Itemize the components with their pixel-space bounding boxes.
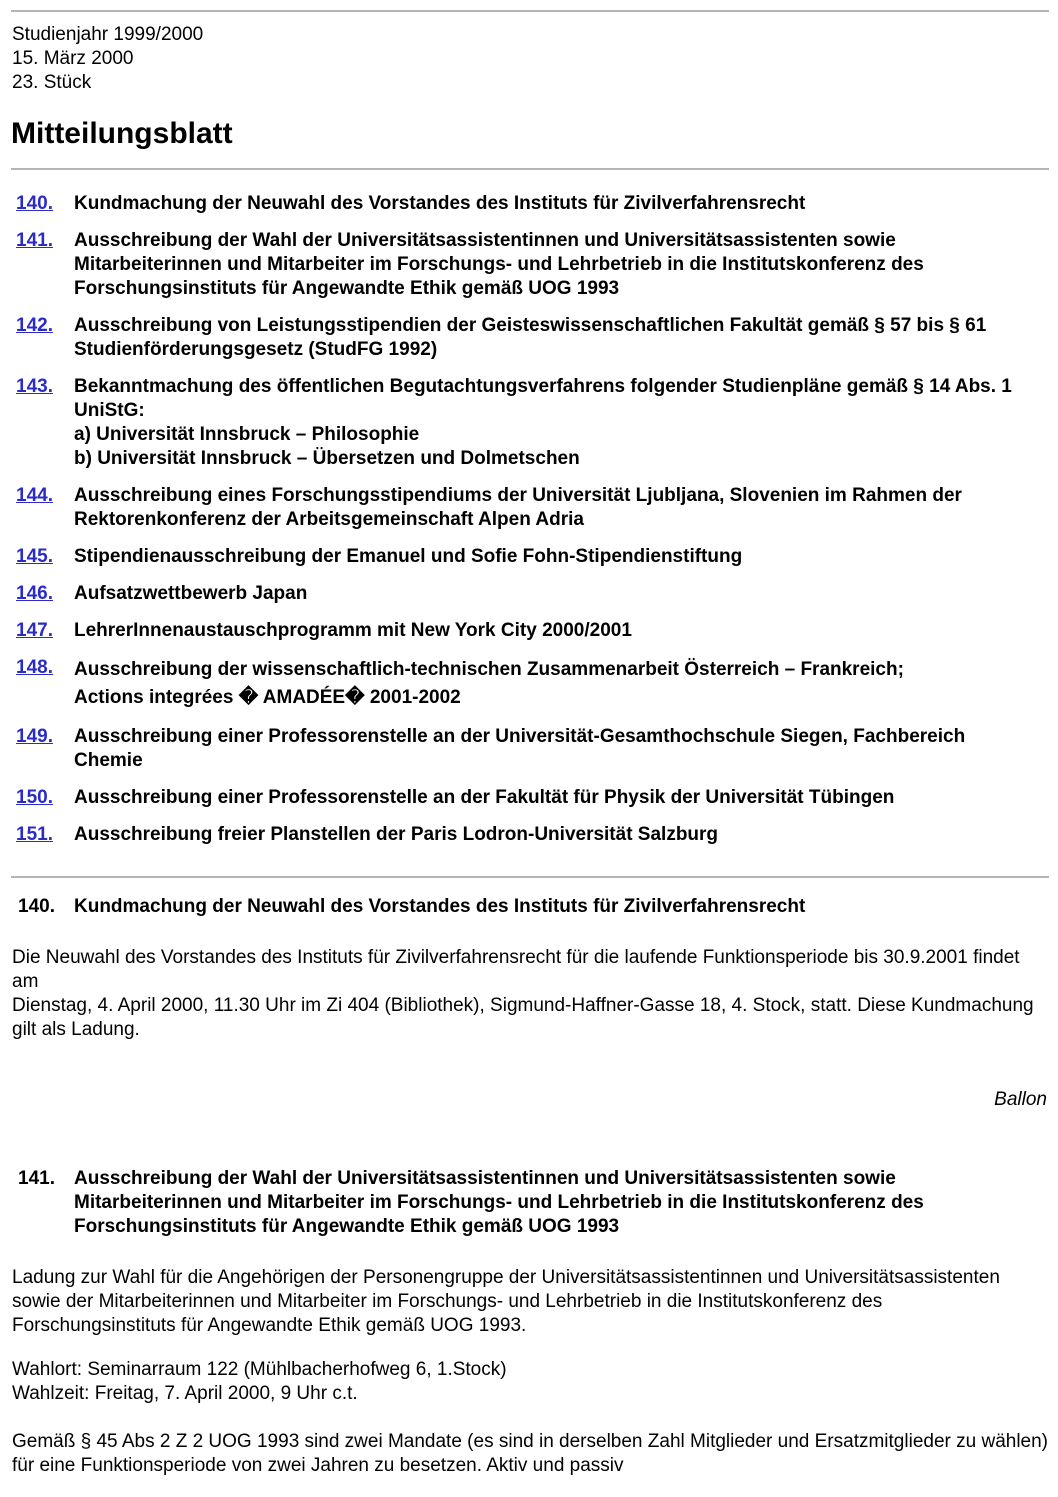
section-141-paragraph: Ladung zur Wahl für die Angehörigen der Personengruppe der Universitätsassistentinnen und Universitätsassistenten sowie der Mitarbeiterinnen und Mitarbeiter im Forschungs- und Lehrbetrieb in die Institutskonferenz des Forschungsinstituts für Angewandte Ethik gemäß UOG 1993.: [12, 1267, 1000, 1336]
toc-item-142: [0, 314, 1058, 362]
toc-item-title: Ausschreibung eines Forschungsstipendiums der Universität Ljubljana, Slovenien im Rahmen der Rektorenkonferenz der Arbeitsgemeinschaft Alpen Adria: [74, 485, 962, 530]
toc-link-146[interactable]: 146.: [16, 583, 53, 604]
toc-link-141[interactable]: 141.: [16, 230, 53, 251]
academic-year: Studienjahr 1999/2000: [12, 24, 204, 45]
toc-item-title: Stipendienausschreibung der Emanuel und Sofie Fohn-Stipendienstiftung: [74, 546, 743, 567]
section-141-mandates: Gemäß § 45 Abs 2 Z 2 UOG 1993 sind zwei Mandate (es sind in derselben Zahl Mitglieder und Ersatzmitglieder zu wählen) für eine Funktionsperiode von zwei Jahren zu besetzen. Aktiv und passiv: [12, 1431, 1049, 1476]
section-140-heading: [0, 895, 1058, 919]
toc-subitem-a: a) Universität Innsbruck – Philosophie: [74, 424, 420, 445]
section-title: Ausschreibung der Wahl der Universitätsassistentinnen und Universitätsassistenten sowie Mitarbeiterinnen und Mitarbeiter im Forschungs- und Lehrbetrieb in die Institutskonferenz des Forschungsinstituts für Angewandte Ethik gemäß UOG 1993: [74, 1168, 924, 1237]
toc-link-149[interactable]: 149.: [16, 726, 53, 747]
toc-item-title: Ausschreibung einer Professorenstelle an der Fakultät für Physik der Universität Tübingen: [74, 787, 895, 808]
signature: Ballon: [994, 1089, 1047, 1110]
toc-link-143[interactable]: 143.: [16, 376, 53, 397]
toc-item-149: [0, 725, 1058, 773]
toc-subitem-a: Actions integrées � AMADÉE� 2001-2002: [74, 687, 461, 708]
election-location: Wahlort: Seminarraum 122 (Mühlbacherhofweg 6, 1.Stock): [12, 1359, 507, 1380]
toc-item-title: Ausschreibung freier Planstellen der Paris Lodron-Universität Salzburg: [74, 824, 719, 845]
section-title: Kundmachung der Neuwahl des Vorstandes des Instituts für Zivilverfahrensrecht: [74, 896, 806, 917]
issue-meta: [12, 23, 203, 95]
toc-link-142[interactable]: 142.: [16, 315, 53, 336]
toc-item-title: Ausschreibung einer Professorenstelle an der Universität-Gesamthochschule Siegen, Fachbereich Chemie: [74, 726, 966, 771]
toc-link-151[interactable]: 151.: [16, 824, 53, 845]
toc-item-145: [0, 545, 1058, 569]
top-divider: [11, 10, 1049, 12]
toc-item-151: [0, 823, 1058, 847]
issue-date: 15. März 2000: [12, 48, 134, 69]
section-140-body: [12, 946, 1048, 1042]
section-number: 141.: [18, 1168, 55, 1189]
toc-item-title: LehrerInnenaustauschprogramm mit New York City 2000/2001: [74, 620, 632, 641]
section-number: 140.: [18, 896, 55, 917]
toc-item-144: [0, 484, 1058, 532]
election-time: Wahlzeit: Freitag, 7. April 2000, 9 Uhr c.t.: [12, 1383, 358, 1404]
toc-item-141: [0, 229, 1058, 301]
paragraph-line: Die Neuwahl des Vorstandes des Instituts für Zivilverfahrensrecht für die laufende Funktionsperiode bis 30.9.2001 findet am: [12, 947, 1020, 992]
toc-item-title: Kundmachung der Neuwahl des Vorstandes des Instituts für Zivilverfahrensrecht: [74, 193, 806, 214]
toc-link-148[interactable]: 148.: [16, 657, 53, 678]
toc-item-main: Bekanntmachung des öffentlichen Begutachtungsverfahrens folgender Studienpläne gemäß § 14 Abs. 1 UniStG:: [74, 376, 1012, 421]
toc-item-title: Ausschreibung von Leistungsstipendien der Geisteswissenschaftlichen Fakultät gemäß § 57 bis § 61 Studienförderungsgesetz (StudFG 1992): [74, 315, 987, 360]
toc-item-143: [0, 375, 1058, 471]
toc-item-title: Ausschreibung der Wahl der Universitätsassistentinnen und Universitätsassistenten sowie Mitarbeiterinnen und Mitarbeiter im Forschungs- und Lehrbetrieb in die Institutskonferenz des Forschungsinstituts für Angewandte Ethik gemäß UOG 1993: [74, 230, 924, 299]
toc-link-145[interactable]: 145.: [16, 546, 53, 567]
toc-link-147[interactable]: 147.: [16, 620, 53, 641]
toc-item-title: [74, 656, 1036, 712]
toc-item-148: [0, 656, 1058, 712]
section-divider: [11, 876, 1049, 878]
toc-link-144[interactable]: 144.: [16, 485, 53, 506]
issue-number: 23. Stück: [12, 72, 92, 93]
toc-item-title: [74, 375, 1036, 471]
toc-link-140[interactable]: 140.: [16, 193, 53, 214]
section-141-election-details: [12, 1358, 1048, 1406]
page-title: Mitteilungsblatt: [11, 117, 233, 150]
paragraph-line: Dienstag, 4. April 2000, 11.30 Uhr im Zi 404 (Bibliothek), Sigmund-Haffner-Gasse 18, 4. Stock, statt. Diese Kundmachung gilt als Ladung.: [12, 995, 1034, 1040]
toc-item-150: [0, 786, 1058, 810]
toc-subitem-b: b) Universität Innsbruck – Übersetzen und Dolmetschen: [74, 448, 580, 469]
toc-item-title: Aufsatzwettbewerb Japan: [74, 583, 308, 604]
toc-item-147: [0, 619, 1058, 643]
toc-item-main: Ausschreibung der wissenschaftlich-technischen Zusammenarbeit Österreich – Frankreich;: [74, 659, 904, 680]
toc-link-150[interactable]: 150.: [16, 787, 53, 808]
table-of-contents: [0, 192, 1058, 860]
toc-item-146: [0, 582, 1058, 606]
toc-item-140: [0, 192, 1058, 216]
section-141-heading: [0, 1167, 1058, 1239]
header-divider: [11, 168, 1049, 170]
